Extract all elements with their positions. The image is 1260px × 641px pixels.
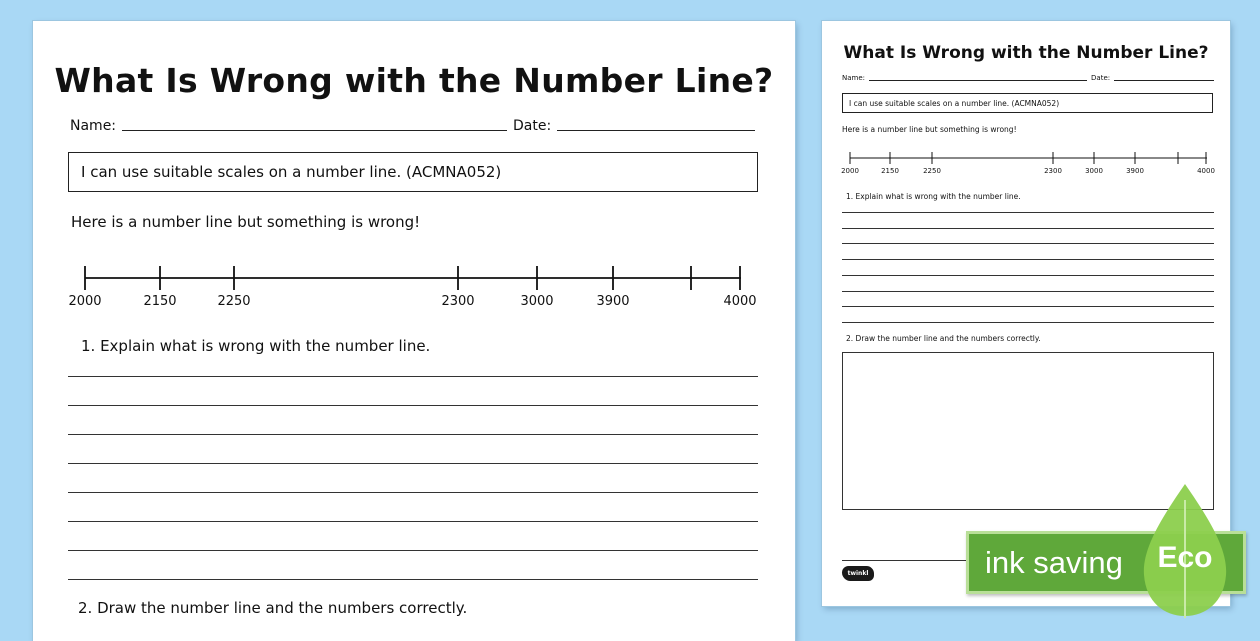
thumbnail-tick-label: 2300 xyxy=(1044,167,1062,175)
name-label: Name: xyxy=(70,118,117,134)
thumbnail-tick-label: 2250 xyxy=(923,167,941,175)
thumbnail-number-line xyxy=(841,146,1215,181)
thumbnail-name-date-row xyxy=(842,72,1214,82)
writing-line xyxy=(68,405,758,406)
thumbnail-date-label: Date: xyxy=(1091,74,1111,82)
eco-label: Eco xyxy=(1157,541,1213,574)
thumbnail-writing-line xyxy=(842,212,1214,213)
writing-line xyxy=(68,463,758,464)
thumbnail-tick-label: 4000 xyxy=(1197,167,1215,175)
thumbnail-writing-line xyxy=(842,243,1214,244)
objective-box xyxy=(68,152,758,192)
thumbnail-tick-label: 3000 xyxy=(1085,167,1103,175)
name-line xyxy=(122,130,507,131)
tick-label: 2000 xyxy=(68,294,102,309)
tick-label: 4000 xyxy=(723,294,757,309)
tick-label: 2250 xyxy=(217,294,251,309)
thumbnail-question-1: 1. Explain what is wrong with the number line. xyxy=(846,192,1021,201)
thumbnail-writing-line xyxy=(842,306,1214,307)
thumbnail-writing-line xyxy=(842,228,1214,229)
thumbnail-tick-label: 2000 xyxy=(841,167,859,175)
thumbnail-writing-line xyxy=(842,322,1214,323)
writing-line xyxy=(68,521,758,522)
worksheet-page-large xyxy=(33,21,795,641)
date-label: Date: xyxy=(513,118,552,134)
writing-line xyxy=(68,434,758,435)
thumbnail-prompt: Here is a number line but something is wrong! xyxy=(842,125,1017,134)
thumbnail-title: What Is Wrong with the Number Line? xyxy=(843,43,1209,63)
tick-label: 2300 xyxy=(441,294,475,309)
objective-text: I can use suitable scales on a number line. (ACMNA052) xyxy=(81,163,502,181)
question-1: 1. Explain what is wrong with the number line. xyxy=(81,337,431,355)
thumbnail-tick-label: 3900 xyxy=(1126,167,1144,175)
writing-line xyxy=(68,579,758,580)
writing-line xyxy=(68,550,758,551)
ink-saving-label: ink saving xyxy=(985,545,1123,580)
twinkl-logo: twinkl xyxy=(842,566,874,581)
writing-line xyxy=(68,492,758,493)
thumbnail-objective-box xyxy=(842,93,1213,113)
prompt-text: Here is a number line but something is wrong! xyxy=(71,213,421,231)
number-line xyxy=(68,256,768,316)
date-line xyxy=(557,130,755,131)
writing-line xyxy=(68,376,758,377)
tick-label: 2150 xyxy=(143,294,177,309)
question-2: 2. Draw the number line and the numbers correctly. xyxy=(78,599,468,617)
thumbnail-date-line xyxy=(1114,80,1214,81)
thumbnail-writing-line xyxy=(842,259,1214,260)
tick-label: 3900 xyxy=(596,294,630,309)
thumbnail-tick-label: 2150 xyxy=(881,167,899,175)
name-date-row xyxy=(70,116,755,134)
worksheet-title: What Is Wrong with the Number Line? xyxy=(54,61,774,100)
thumbnail-writing-line xyxy=(842,275,1214,276)
thumbnail-name-label: Name: xyxy=(842,74,866,82)
thumbnail-objective-text: I can use suitable scales on a number line. (ACMNA052) xyxy=(849,98,1060,108)
thumbnail-writing-line xyxy=(842,291,1214,292)
thumbnail-question-2: 2. Draw the number line and the numbers correctly. xyxy=(846,334,1041,343)
tick-label: 3000 xyxy=(520,294,554,309)
thumbnail-name-line xyxy=(869,80,1087,81)
